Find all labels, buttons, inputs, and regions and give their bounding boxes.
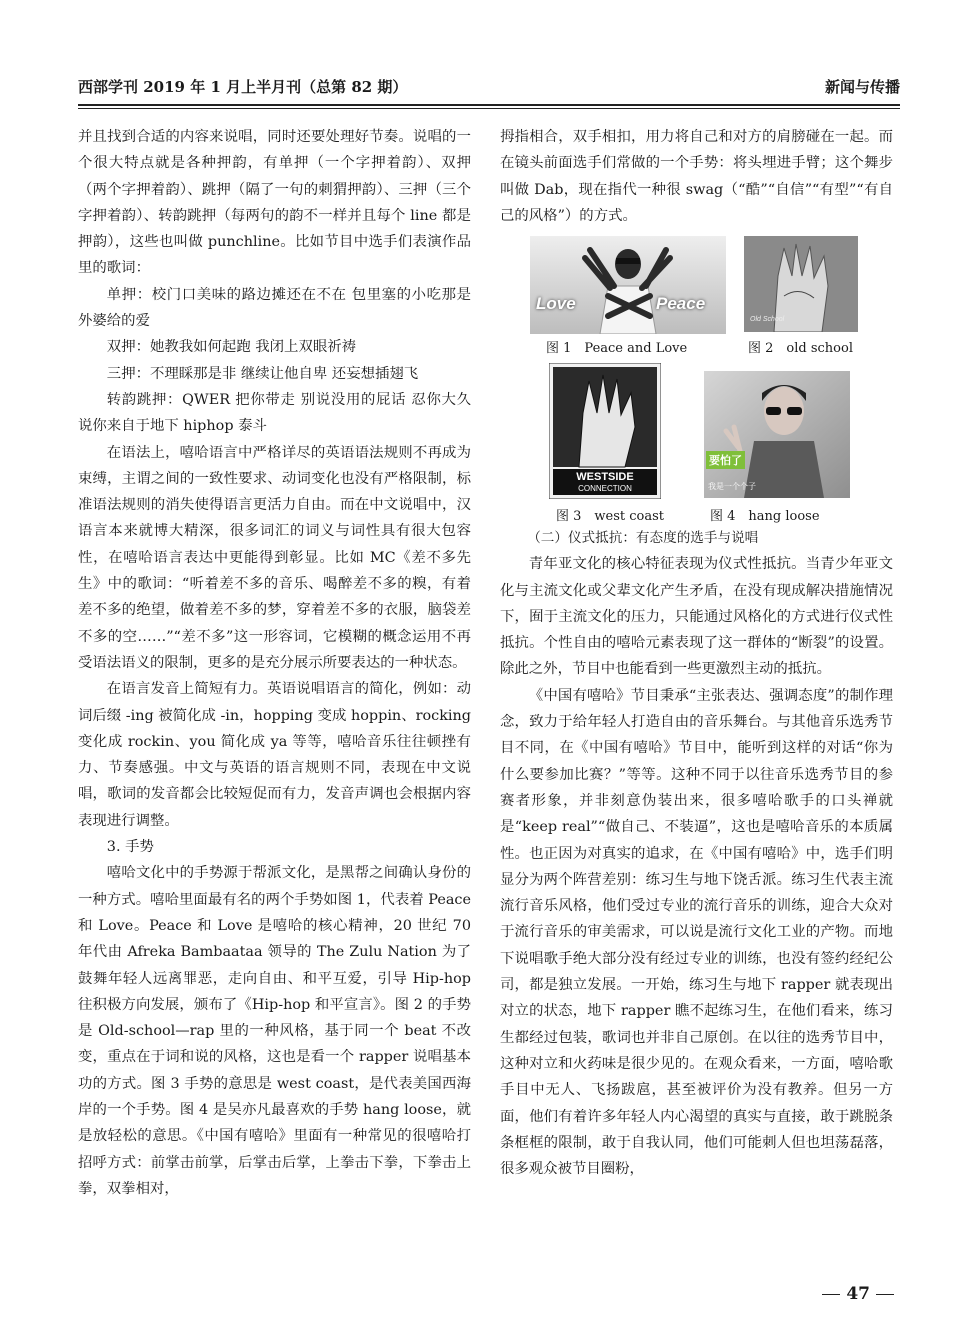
figure-4-image (704, 371, 850, 498)
footer-dash (876, 1294, 894, 1295)
paragraph: 青年亚文化的核心特征表现为仪式性抵抗。当青少年亚文化与主流文化或父辈文化产生矛盾，在没有现成解决措施情况下，囿于主流文化的压力，只能通过风格化的方式进行仪式性抵抗。个性自由的嘻哈元素表现了这一群体的“断裂”的设置。除此之外，节目中也能看到一些更激烈主动的抵抗。 (500, 556, 893, 678)
figure-3-line2: CONNECTION (578, 484, 632, 493)
section-heading: 3. 手势 (106, 839, 154, 856)
figure-3-image (549, 363, 661, 499)
figure-2-caption: 图 2 old school (748, 341, 853, 356)
header-rule-thin (78, 108, 900, 109)
lyric-example: 双押：她教我如何起跑 我闭上双眼祈祷 (106, 339, 357, 356)
paragraph: 拇指相合，双手相扣，用力将自己和对方的肩膀碰在一起。而在镜头前面选手们常做的一个手势：将头埋进手臂；这个舞步叫做 Dab，现在指代一种很 swag（“酷”“自信”“有型”“有自己的风格”）的方式。 (500, 129, 893, 224)
journal-name: 西部学刊 (78, 78, 139, 96)
paragraph: 并且找到合适的内容来说唱，同时还要处理好节奏。说唱的一个很大特点就是各种押韵，有单押（一个字押着韵）、双押（两个字押着韵）、跳押（隔了一句的刺猬押韵）、三押（三个字押着韵）、转韵跳押（每两句的韵不一样并且每个 line 都是押韵），这些也叫做 punchline。比如节目中选手们表演作品里的歌词： (78, 129, 471, 277)
figure-1-caption: 图 1 Peace and Love (546, 341, 688, 356)
lyric-example: 转韵跳押：QWER 把你带走 别说没用的屁话 忍你大久 说你来自于地下 hiphop 泰斗 (78, 391, 471, 435)
figure-2-tag: Old School (750, 316, 785, 323)
figure-2-image (744, 236, 858, 332)
footer-dash (822, 1294, 840, 1295)
right-column-top (500, 124, 893, 229)
paragraph: 在语法上，嘻哈语言中严格详尽的英语语法规则不再成为束缚，主谓之间的一致性要求、动词变化也没有严格限制，标准语法规则的消失使得语言更活力自由。而在中文说唱中，汉语言本来就博大精深，很多词汇的词义与词性具有很大包容性，在嘻哈语言表达中更能得到彰显。比如 MC《差不多先生》中的歌词：“听着差不多的音乐、喝醉差不多的糗，有着差不多的绝望，做着差不多的梦，穿着差不多的衣服，脑袋差不多的空……”“差不多”这一形容词，它模糊的概念运用不再受语法语义的限制，更多的是充分展示所要表达的一种状态。 (78, 444, 471, 671)
figure-3-line1: WESTSIDE (576, 471, 634, 483)
lyric-example: 单押：校门口美味的路边摊还在不在 包里塞的小吃那是外婆给的爱 (78, 286, 471, 330)
page-number: 47 (846, 1284, 870, 1304)
paragraph: 在语言发音上简短有力。英语说唱语言的简化，例如：动词后缀 -ing 被简化成 -in，hopping 变成 hoppin、rocking 变化成 rockin、you 简化成 ya 等等，嘻哈音乐往往顿挫有力、节奏感强。中文与英语的语言规则不同，表现在中文说唱，歌词的发音都会比较短促而有力，发音声调也会根据内容表现进行调整。 (78, 681, 471, 829)
issue-info: 2019 年 1 月上半月刊（总第 82 期） (143, 78, 408, 96)
left-column (78, 124, 471, 1202)
figure-1-image (530, 236, 726, 334)
figure-4-subtitle: 我是一个个子 (708, 482, 756, 491)
figure-4-tag: 要怕了 (706, 451, 745, 469)
subsection-heading: （二）仪式抵抗：有态度的选手与说唱 (527, 530, 759, 546)
header-rule (78, 104, 900, 106)
figure-1-peace-label: Peace (656, 294, 706, 313)
lyric-example: 三押：不理睬那是非 继续让他自卑 还妄想插翅飞 (106, 365, 419, 382)
figure-4-caption: 图 4 hang loose (710, 509, 820, 524)
page-number-footer (816, 1284, 900, 1304)
paragraph: 嘻哈文化中的手势源于帮派文化，是黑帮之间确认身份的一种方式。嘻哈里面最有名的两个手势如图 1，代表着 Peace 和 Love。Peace 和 Love 是嘻哈的核心精神，20 世纪 70 年代由 Afreka Bambaataa 领导的 The Zulu Nation 为了鼓舞年轻人远离罪恶，走向自由、和平互爱，引导 Hip-hop 往积极方向发展，颁布了《Hip-hop 和平宣言》。图 2 的手势是 Old-school—rap 里的一种风格，基于同一个 beat 不改变，重点在于词和说的风格，这也是看一个 rapper 说唱基本功的方式。图 3 手势的意思是 west coast，是代表美国西海岸的一个手势。图 4 是吴亦凡最喜欢的手势 hang loose，就是放轻松的意思。《中国有嘻哈》里面有一种常见的很嘻哈打招呼方式：前掌击前掌，后掌击后掌，上拳击下拳，下拳击上拳，双拳相对， (78, 865, 471, 1197)
section-name: 新闻与传播 (824, 78, 900, 96)
running-header (78, 76, 900, 100)
right-column-bottom (500, 525, 893, 1182)
paragraph: 《中国有嘻哈》节目秉承“主张表达、强调态度”的制作理念，致力于给年轻人打造自由的音乐舞台。与其他音乐选秀节目不同，在《中国有嘻哈》节目中，能听到这样的对话“你为什么要参加比赛？”等等。这种不同于以往音乐选秀节目的参赛者形象，并非刻意伪装出来，很多嘻哈歌手的口头禅就是“keep real”“做自己、不装逼”，这也是嘻哈音乐的本质属性。也正因为对真实的追求，在《中国有嘻哈》中，选手们明显分为两个阵营差别：练习生与地下饶舌派。练习生代表主流流行音乐风格，他们受过专业的流行音乐的训练，迎合大众对于流行音乐的审美需求，可以说是流行文化工业的产物。而地下说唱歌手绝大部分没有经过专业的训练，也没有签约经纪公司，都是独立发展。一开始，练习生与地下 rapper 就表现出对立的状态，地下 rapper 瞧不起练习生，在他们看来，练习生都经过包装，歌词也并非自己原创。在以往的选秀节目中，这种对立和火药味是很少见的。在观众看来，一方面，嘻哈歌手目中无人、飞扬跋扈，甚至被评价为没有教养。但另一方面，他们有着许多年轻人内心渴望的真实与直接，敢于跳脱条条框框的限制，敢于自我认同，他们可能刺人但也坦荡磊落，很多观众被节目圈粉， (500, 687, 893, 1178)
figure-3-caption: 图 3 west coast (556, 509, 665, 524)
figure-1-love-label: Love (536, 294, 576, 313)
